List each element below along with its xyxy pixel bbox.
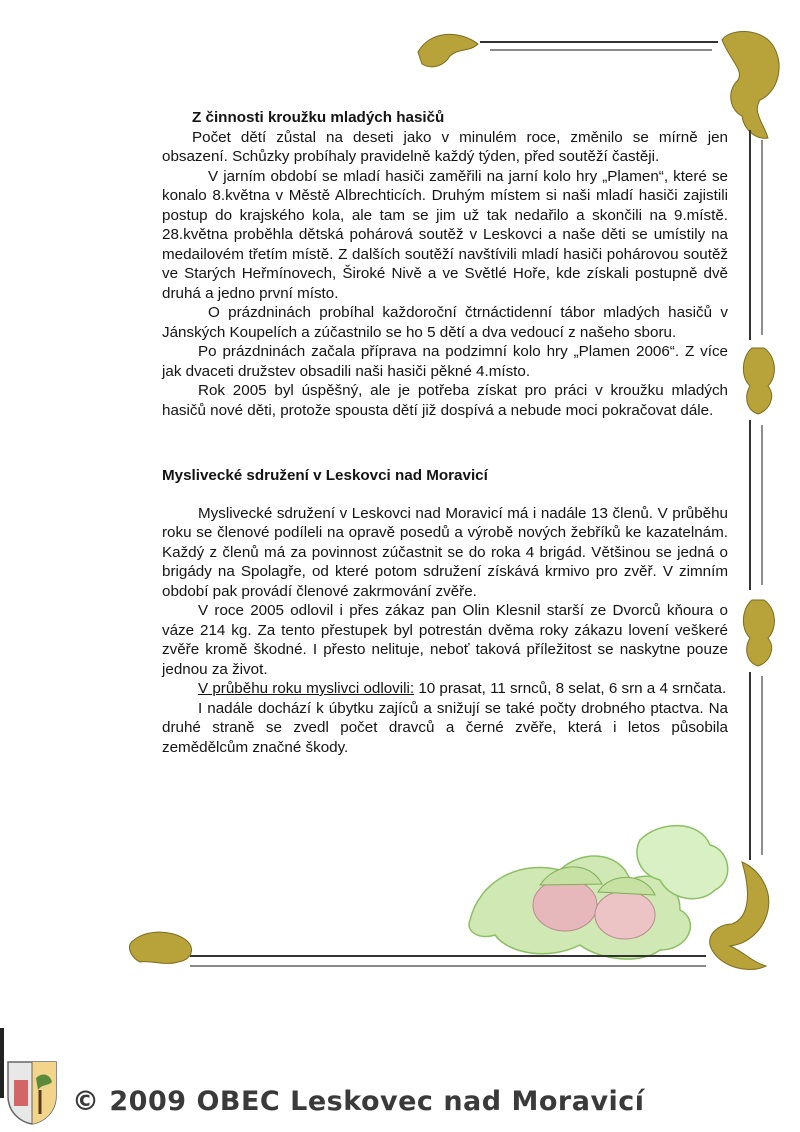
paragraph: O prázdninách probíhal každoroční čtrnáctidenní tábor mladých hasičů v Jánských Koupelích a zúčastnilo se ho 5 dětí a dva vedoucí z našeho sboru. <box>162 304 728 341</box>
paragraph: V roce 2005 odlovil i přes zákaz pan Olin Klesnil starší ze Dvorců kňoura o váze 214 kg. Za tento přestupek byl potrestán dvěma roky zákazu lovení veškeré zvěře kromě škodné. I přesto nelituje, neboť taková příležitost se naskytne pouze jednou za život. <box>162 602 728 678</box>
catch-text: 10 prasat, 11 srnců, 8 selat, 6 srn a 4 srnčata. <box>414 680 727 697</box>
document-body <box>162 108 728 757</box>
side-ornament-right-upper <box>743 348 774 414</box>
catch-label: V průběhu roku myslivci odlovili: <box>198 680 415 697</box>
paragraph: Rok 2005 byl úspěšný, ale je potřeba získat pro práci v kroužku mladých hasičů nové děti, protože spousta dětí již dospívá a nebude moci pokračovat dále. <box>162 382 728 419</box>
paragraph: Počet dětí zůstal na deseti jako v minulém roce, změnilo se mírně jen obsazení. Schůzky probíhaly pravidelně každý týden, před soutěží častěji. <box>162 128 728 165</box>
paragraph: Po prázdninách začala příprava na podzimní kolo hry „Plamen 2006“. Z více jak dvaceti družstev obsadili naši hasiči pěkné 4.místo. <box>162 343 728 380</box>
copyright-text: © 2009 OBEC Leskovec nad Moravicí <box>72 1086 645 1117</box>
bottom-scroll-ornament <box>129 932 191 963</box>
coat-of-arms-icon <box>6 1060 58 1126</box>
side-ornament-right-lower <box>743 600 774 666</box>
paragraph-catch-list <box>162 679 728 699</box>
paragraph: Myslivecké sdružení v Leskovci nad Moravicí má i nadále 13 členů. V průběhu roku se členové podíleli na opravě posedů a výrobě nových žebříků ke kazatelnám. Každý z členů má za povinnost zúčastnit se do roka 4 brigád. Většinou se jedná o brigády na Spolagře, od které potom sdružení získává krmivo pro zvěř. V zimním období pak provádí členové zakrmování zvěře. <box>162 504 728 600</box>
paragraph: I nadále dochází k úbytku zajíců a snižují se také počty drobného ptactva. Na druhé straně se zvedl počet dravců a černé zvěře, která i letos působila zemědělcům značné škody. <box>162 699 728 756</box>
oak-leaves-illustration <box>469 826 728 959</box>
corner-ornament-top-right <box>722 31 779 138</box>
section-heading-hunting-association: Myslivecké sdružení v Leskovci nad Moravicí <box>162 467 488 484</box>
footer <box>0 1030 800 1132</box>
top-scroll-ornament <box>418 34 478 66</box>
paragraph: V jarním období se mladí hasiči zaměřili na jarní kolo hry „Plamen“, které se konalo 8.května v Městě Albrechticích. Druhým místem si naši mladí hasiči zajistili postup do krajského kola, ale tam se jim už tak nedařilo a skončili na 9.místě. 28.května proběhla dětská pohárová soutěž v Leskovci a naše děti se umístily na medailovém třetím místě. Z dalších soutěží navštívili mladí hasiči pohárovou soutěž ve Starých Heřmínovech, Široké Nivě a ve Světlé Hoře, kde získali postupně dvě druhá a jedno první místo. <box>162 167 728 302</box>
section-heading-young-firefighters: Z činnosti kroužku mladých hasičů <box>192 109 445 126</box>
